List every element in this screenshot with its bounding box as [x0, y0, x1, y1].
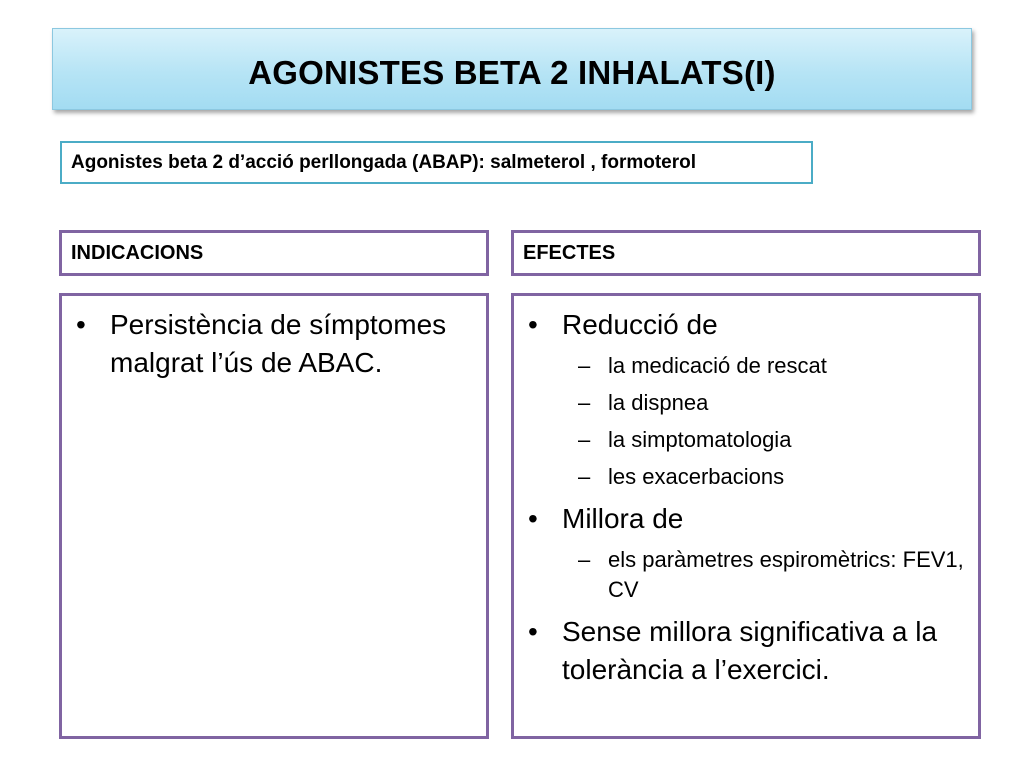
list-item: [514, 613, 978, 689]
bullet-icon: •: [76, 309, 86, 340]
title-banner: [52, 28, 972, 110]
sub-list-item: [514, 351, 978, 381]
sub-list-item-text: la dispnea: [608, 390, 709, 415]
list-item-text: Persistència de símptomes malgrat l’ús de ABAC.: [110, 309, 447, 378]
list-item-text: Reducció de: [562, 309, 718, 340]
effects-content: [511, 293, 981, 739]
indications-header-label: INDICACIONS: [71, 241, 204, 264]
subtitle-box: [60, 141, 813, 184]
sub-list-item: [514, 388, 978, 418]
dash-icon: –: [578, 390, 591, 415]
indications-header: [59, 230, 489, 276]
dash-icon: –: [578, 427, 591, 452]
slide-title: AGONISTES BETA 2 INHALATS(I): [248, 54, 776, 91]
sub-list-item: [514, 545, 978, 605]
list-item-text: Sense millora significativa a la tolerància a l’exercici.: [562, 616, 938, 685]
sub-list-item-text: la medicació de rescat: [608, 353, 827, 378]
list-item: [62, 306, 486, 382]
effects-header-label: EFECTES: [523, 241, 616, 264]
bullet-icon: •: [528, 503, 538, 534]
effects-header: [511, 230, 981, 276]
dash-icon: –: [578, 547, 591, 572]
sub-list-item-text: els paràmetres espiromètrics: FEV1, CV: [608, 547, 964, 602]
subtitle-text: Agonistes beta 2 d’acció perllongada (ABAP): salmeterol , formoterol: [71, 151, 697, 173]
bullet-icon: •: [528, 309, 538, 340]
sub-list-item: [514, 462, 978, 492]
sub-list-item: [514, 425, 978, 455]
indications-content: [59, 293, 489, 739]
list-item-text: Millora de: [562, 503, 684, 534]
sub-list-item-text: les exacerbacions: [608, 464, 785, 489]
indications-list: [62, 306, 486, 382]
list-item: [514, 306, 978, 344]
list-item: [514, 500, 978, 538]
effects-list: [514, 306, 978, 689]
sub-list-item-text: la simptomatologia: [608, 427, 792, 452]
bullet-icon: •: [528, 616, 538, 647]
dash-icon: –: [578, 464, 591, 489]
dash-icon: –: [578, 353, 591, 378]
